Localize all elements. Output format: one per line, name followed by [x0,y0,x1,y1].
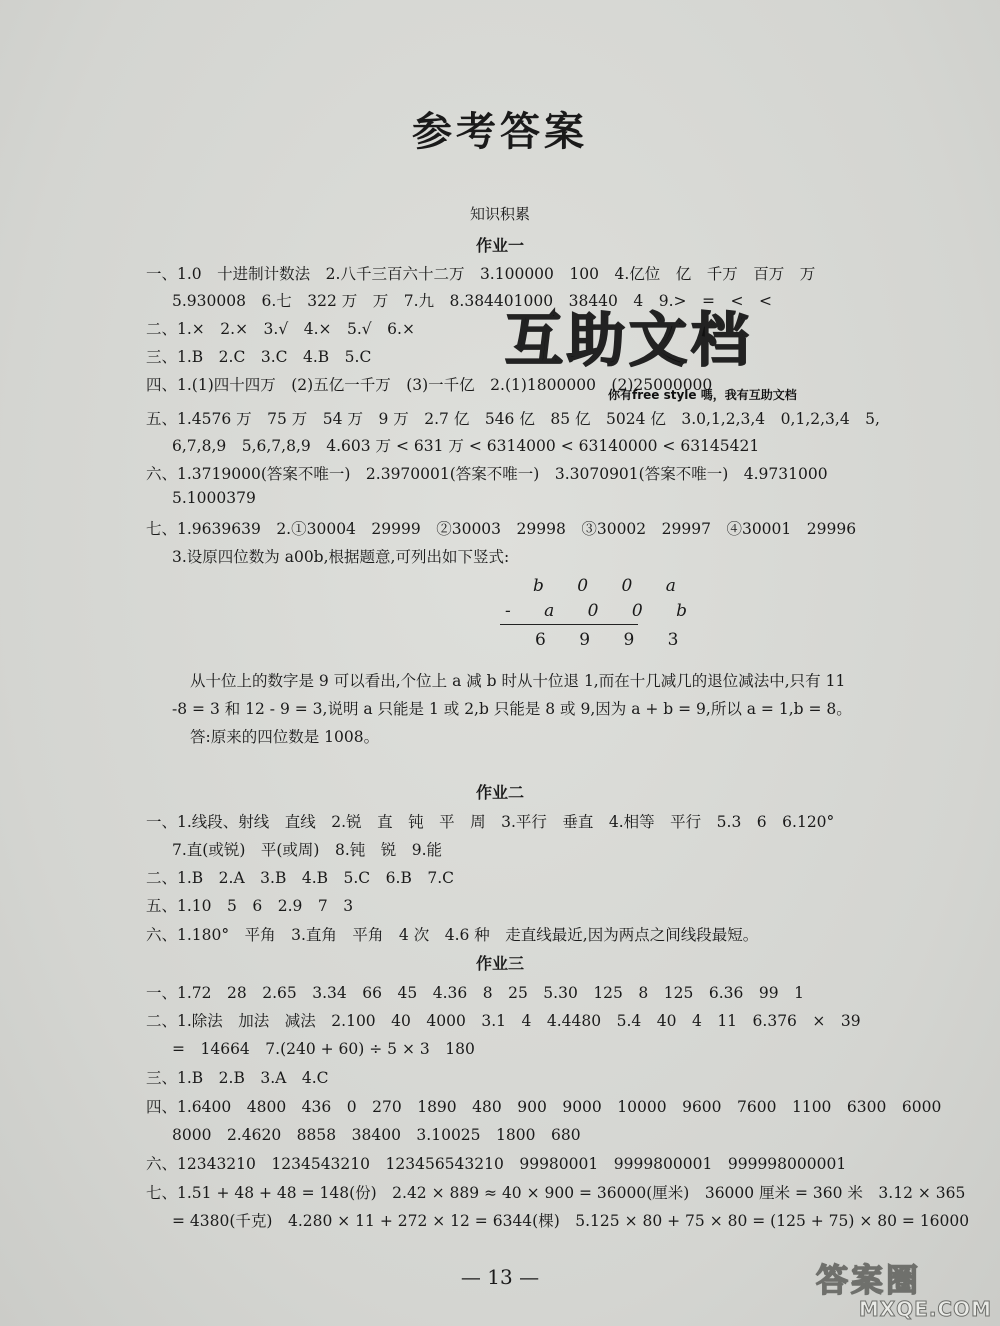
answer-line: 七、1.9639639 2.①30004 29999 ②30003 29998 ③30002 29997 ④30001 29996 [146,520,857,538]
site-logo-domain: MXQE.COM [858,1297,992,1321]
answer-line: 8000 2.4620 8858 38400 3.10025 1800 680 [172,1126,581,1144]
answer-line: 七、1.51 + 48 + 48 = 148(份) 2.42 × 889 ≈ 40 × 900 = 36000(厘米) 36000 厘米 = 360 米 3.12 × 365 [146,1184,966,1202]
heading-homework-3: 作业三 [475,954,524,973]
answer-line: 三、1.B 2.C 3.C 4.B 5.C [146,348,372,366]
vertical-calc-row-1: b 0 0 a [533,576,690,596]
answer-line: = 14664 7.(240 + 60) ÷ 5 × 3 180 [172,1040,475,1058]
answer-line: 5.930008 6.七 322 万 万 7.九 8.384401000 38440 4 9.> = < < [172,292,772,310]
vertical-calc-row-2: - a 0 0 b [505,601,702,621]
answer-line: 三、1.B 2.B 3.A 4.C [146,1069,329,1087]
answer-line: 五、1.10 5 6 2.9 7 3 [146,897,354,915]
answer-line: -8 = 3 和 12 - 9 = 3,说明 a 只能是 1 或 2,b 只能是 8 或 9,因为 a + b = 9,所以 a = 1,b = 8。 [172,700,852,718]
answer-line: 7.直(或锐) 平(或周) 8.钝 锐 9.能 [172,841,443,859]
answer-line: 从十位上的数字是 9 可以看出,个位上 a 减 b 时从十位退 1,而在十几减几的退位减法中,只有 11 [190,672,846,690]
answer-line: 二、1.除法 加法 减法 2.100 40 4000 3.1 4 4.4480 5.4 40 4 11 6.376 × 39 [146,1012,861,1030]
answer-line: 四、1.6400 4800 436 0 270 1890 480 900 9000 10000 9600 7600 1100 6300 6000 [146,1098,942,1116]
site-logo-name: 答案圈 [816,1261,922,1299]
answer-line: = 4380(千克) 4.280 × 11 + 272 × 12 = 6344(棵) 5.125 × 80 + 75 × 80 = (125 + 75) × 80 = 16000 [172,1212,970,1230]
answer-line: 六、1.180° 平角 3.直角 平角 4 次 4.6 种 走直线最近,因为两点之间线段最短。 [146,926,759,944]
answer-line: 6,7,8,9 5,6,7,8,9 4.603 万 < 631 万 < 6314000 < 63140000 < 63145421 [172,437,760,455]
answer-line: 一、1.0 十进制计数法 2.八千三百六十二万 3.100000 100 4.亿位 亿 千万 百万 万 [146,265,816,283]
answer-line: 3.设原四位数为 a00b,根据题意,可列出如下竖式: [172,548,510,566]
answer-line: 五、1.4576 万 75 万 54 万 9 万 2.7 亿 546 亿 85 亿 5024 亿 3.0,1,2,3,4 0,1,2,3,4 5, [146,410,880,428]
answer-line: 二、1.× 2.× 3.√ 4.× 5.√ 6.× [146,320,415,338]
vertical-calc-result: 6 9 9 3 [535,630,693,650]
vertical-calc-rule [500,624,638,625]
section-subtitle: 知识积累 [469,205,530,223]
answer-line: 5.1000379 [172,489,256,507]
answer-line: 一、1.线段、射线 直线 2.锐 直 钝 平 周 3.平行 垂直 4.相等 平行 5.3 6 6.120° [146,813,835,831]
watermark-tagline: 你有free style 嗎，我有互助文档 [608,388,797,402]
heading-homework-1: 作业一 [475,236,524,255]
site-logo [816,1262,992,1320]
heading-homework-2: 作业二 [475,783,524,802]
answer-line: 答:原来的四位数是 1008。 [190,728,380,746]
page-number: — 13 — [460,1265,540,1289]
answer-line: 六、12343210 1234543210 123456543210 99980001 9999800001 999998000001 [146,1155,847,1173]
answer-line: 一、1.72 28 2.65 3.34 66 45 4.36 8 25 5.30 125 8 125 6.36 99 1 [146,984,804,1002]
answer-line: 四、1.(1)四十四万 (2)五亿一千万 (3)一千亿 2.(1)1800000 (2)25000000 [146,376,713,394]
page-title: 参考答案 [412,108,588,155]
watermark-logo: 互助文档 [505,306,754,374]
answer-line: 六、1.3719000(答案不唯一) 2.3970001(答案不唯一) 3.3070901(答案不唯一) 4.9731000 [146,465,828,483]
answer-line: 二、1.B 2.A 3.B 4.B 5.C 6.B 7.C [146,869,454,887]
